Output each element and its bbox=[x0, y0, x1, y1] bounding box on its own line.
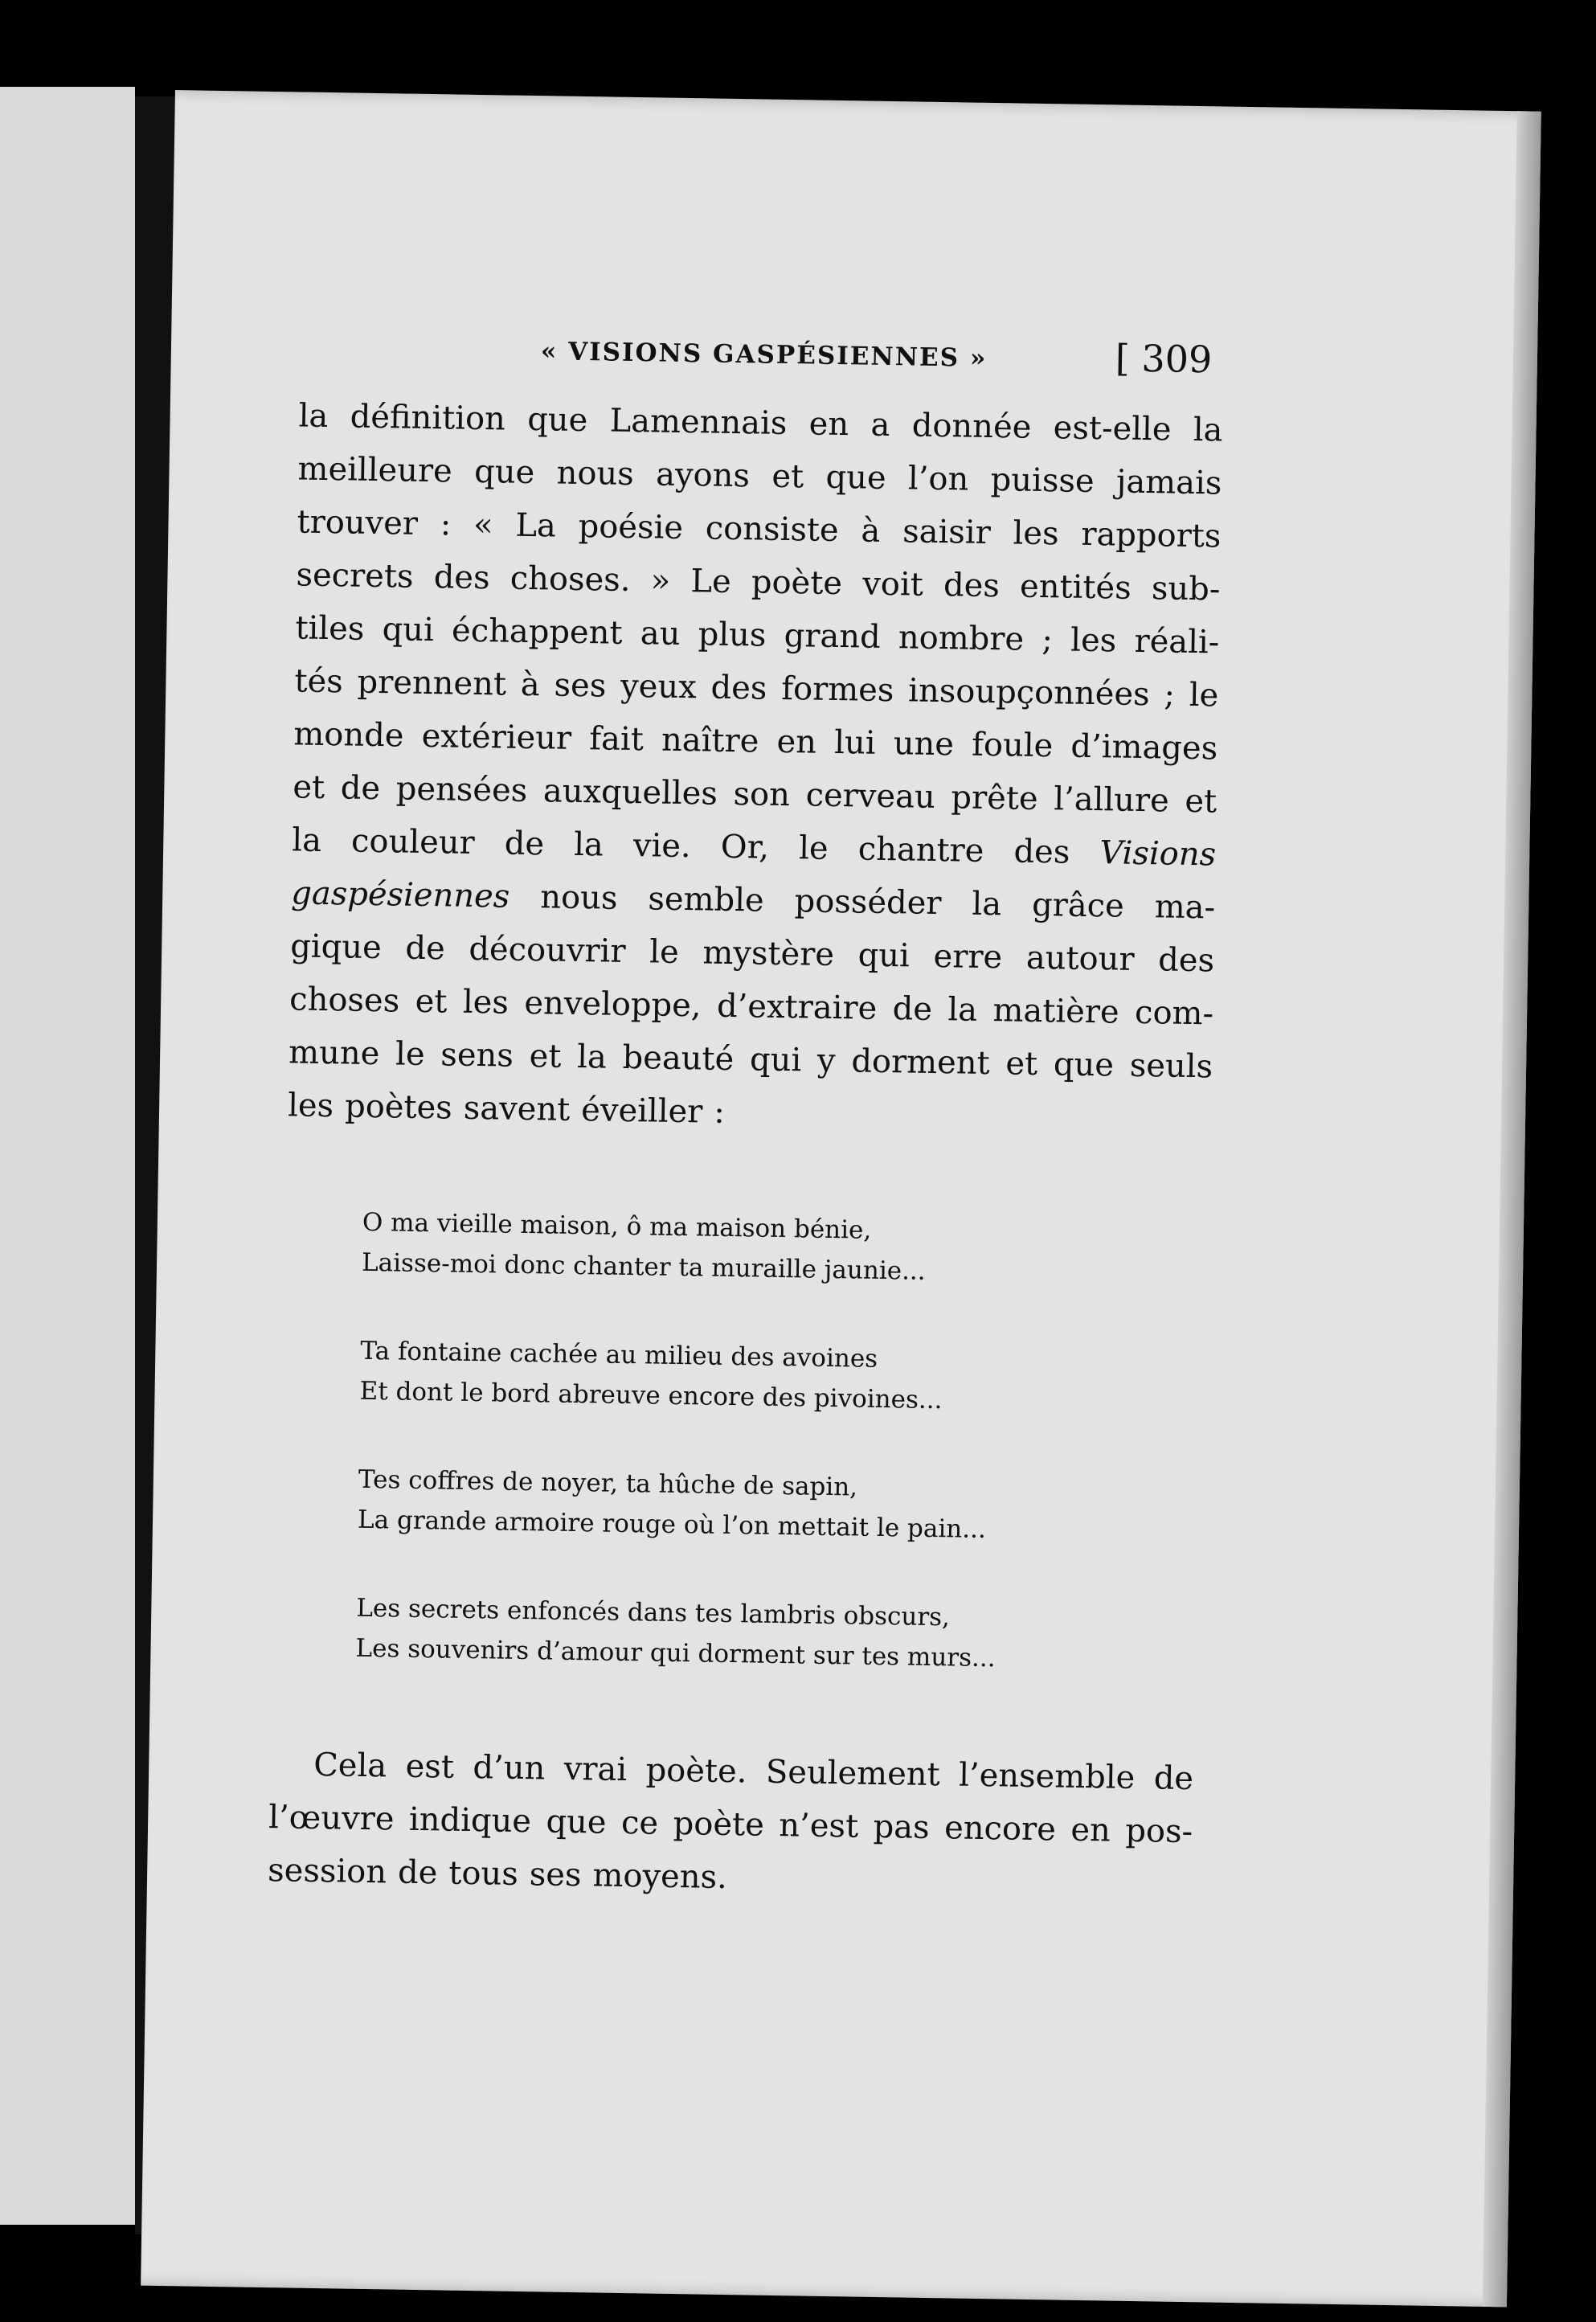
verse-line: Les souvenirs d’amour qui dorment sur tes murs... bbox=[355, 1633, 996, 1673]
text-line: la définition que Lamennais en a donnée est-elle la bbox=[298, 397, 1223, 449]
text-line: monde extérieur fait naître en lui une foule d’images bbox=[293, 715, 1218, 768]
verse-stanza bbox=[355, 1588, 996, 1678]
verse-line: La grande armoire rouge où l’on mettait le pain... bbox=[357, 1505, 987, 1545]
book-page bbox=[141, 90, 1541, 2307]
text-line: la couleur de la vie. Or, le chantre des Visions bbox=[291, 821, 1217, 874]
body-paragraph bbox=[288, 389, 1223, 1146]
verse-stanza bbox=[362, 1202, 1003, 1292]
text-line: secrets des choses. » Le poète voit des entités sub- bbox=[296, 556, 1221, 608]
text-line: gaspésiennes nous semble posséder la grâce ma- bbox=[290, 874, 1216, 927]
text-line: Cela est d’un vrai poète. Seulement l’ensemble de bbox=[313, 1746, 1194, 1798]
text-line: tiles qui échappent au plus grand nombre ; les réali- bbox=[295, 609, 1220, 661]
verse-line: O ma vieille maison, ô ma maison bénie, bbox=[362, 1207, 872, 1245]
text-line: tés prennent à ses yeux des formes insoupçonnées ; le bbox=[294, 662, 1219, 715]
text-line: trouver : « La poésie consiste à saisir les rapports bbox=[297, 503, 1222, 555]
verse-line: Et dont le bord abreuve encore des pivoines... bbox=[359, 1376, 943, 1415]
text-line: et de pensées auxquelles son cerveau prête l’allure et bbox=[293, 768, 1217, 821]
page-edge-shadow bbox=[1483, 111, 1541, 2307]
text-line: meilleure que nous ayons et que l’on puisse jamais bbox=[297, 450, 1222, 502]
page-number: [ 309 bbox=[1115, 336, 1213, 382]
verse-line: Tes coffres de noyer, ta hûche de sapin, bbox=[358, 1464, 858, 1502]
verse-stanza bbox=[359, 1331, 1001, 1421]
text-line: les poètes savent éveiller : bbox=[287, 1087, 726, 1131]
text-line: l’œuvre indique que ce poète n’est pas encore en pos- bbox=[268, 1799, 1193, 1851]
facing-page-edge bbox=[0, 87, 135, 2225]
verse-line: Ta fontaine cachée au milieu des avoines bbox=[360, 1336, 878, 1374]
verse-line: Laisse-moi donc chanter ta muraille jaunie... bbox=[361, 1247, 926, 1286]
verse-quotation bbox=[354, 1202, 1002, 1726]
verse-line: Les secrets enfoncés dans tes lambris obscurs, bbox=[356, 1593, 951, 1632]
text-line: choses et les enveloppe, d’extraire de la matière com- bbox=[289, 981, 1214, 1033]
text-line: gique de découvrir le mystère qui erre autour des bbox=[289, 928, 1215, 980]
text-line: mune le sens et la beauté qui y dorment et que seuls bbox=[288, 1034, 1213, 1086]
verse-stanza bbox=[358, 1460, 999, 1550]
text-line: session de tous ses moyens. bbox=[267, 1852, 728, 1897]
running-title: « VISIONS GASPÉSIENNES » bbox=[540, 337, 988, 373]
closing-paragraph bbox=[268, 1738, 1194, 1911]
